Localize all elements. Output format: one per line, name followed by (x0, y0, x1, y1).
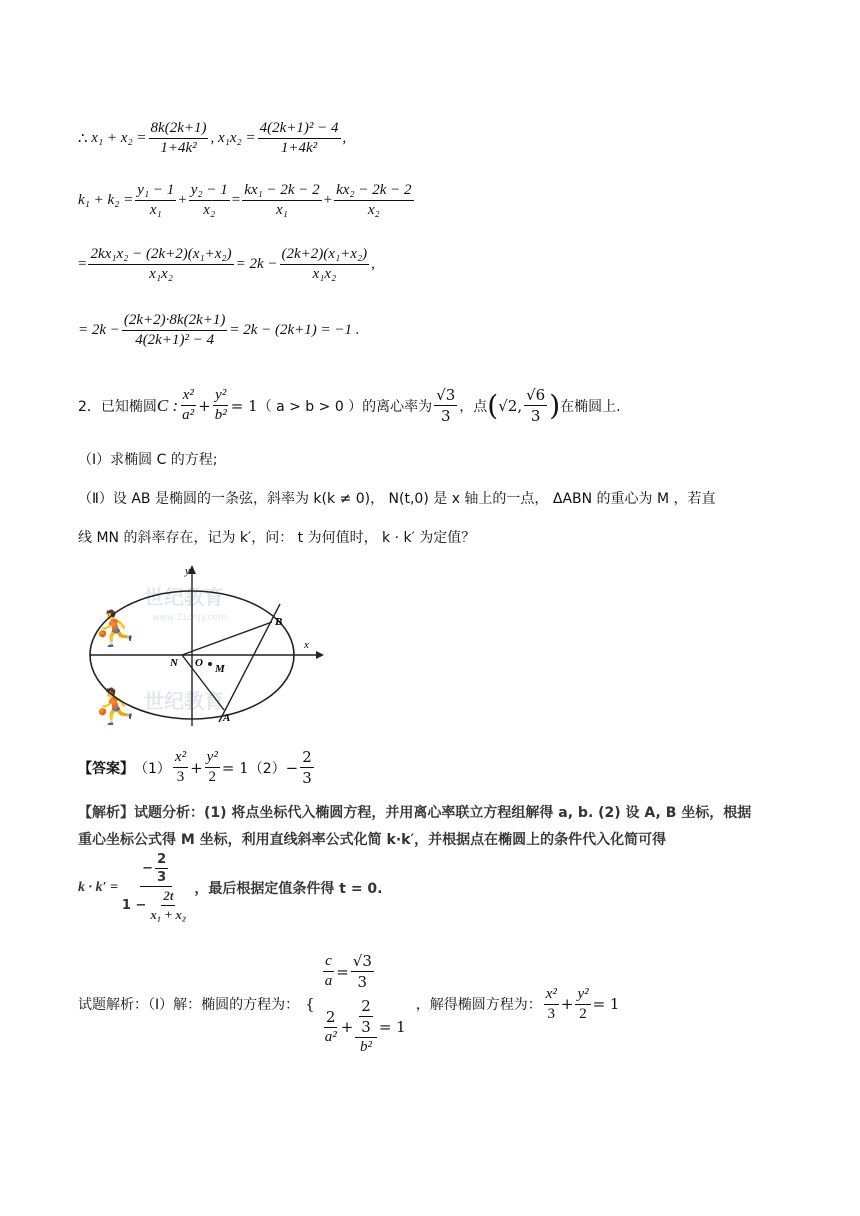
analysis-text-1: 试题分析：(1) 将点坐标代入椭圆方程，并用离心率联立方程组解得 a, b. (2) 设 A, B 坐标，根据 (134, 805, 752, 821)
two-thirds-over-b2 (355, 997, 377, 1056)
numerator: kx₂ − 2k − 2 (334, 182, 413, 201)
numerator: 2 (325, 1007, 336, 1026)
ellipse-figure (82, 560, 330, 730)
c-over-a (323, 953, 335, 990)
numerator (355, 997, 377, 1038)
denominator: x₁ + x₂ (150, 907, 187, 922)
answer-x-term (173, 749, 188, 786)
equation-system (321, 952, 406, 1056)
slope-sum-lhs: k₁ + k₂ = (78, 192, 134, 208)
numerator: x² (544, 986, 559, 1005)
fraction-y2 (189, 182, 230, 219)
answer-y-term (205, 749, 220, 786)
kk-lhs: k · k′ = (78, 879, 118, 895)
part-one: （Ⅰ）求椭圆 C 的方程; (78, 452, 218, 468)
condition-text: （ a > b > 0 ）的离心率为 (257, 398, 433, 415)
numerator: 2 (302, 748, 312, 766)
result-x-term (544, 986, 559, 1023)
result-equals: = 1 (592, 995, 620, 1013)
point-y (524, 386, 547, 425)
analysis-line-2: 重心坐标公式得 M 坐标，利用直线斜率公式化简 k·k′，并根据点在椭圆上的条件代入化简可得 (78, 832, 667, 848)
numerator: √3 (352, 952, 372, 970)
numerator: √3 (436, 386, 456, 404)
system-brace: { (305, 995, 315, 1013)
answer-fraction (300, 748, 314, 787)
denominator: a² (182, 407, 195, 423)
label-M: M (215, 663, 225, 675)
label-N: N (170, 657, 178, 669)
answer-tag: 【答案】 (78, 760, 134, 777)
label-y: y (185, 565, 190, 577)
answer-part2-label: （2） (248, 760, 286, 777)
two-over-a2 (323, 1008, 339, 1046)
denominator: x₂ (367, 202, 380, 218)
denominator: 2 (579, 1005, 587, 1022)
therefore-symbol: ∴ (78, 131, 88, 147)
watermark-logo: ⛹ (94, 609, 137, 649)
plus: + (340, 1017, 354, 1036)
x-axis-arrow (316, 651, 324, 659)
watermark-logo-2: ⛹ (94, 687, 137, 727)
analysis-line-1 (78, 802, 751, 822)
equation-line-3: = $\frac{\text{2kx₁x₂ − (2k+2)(x₁+x₂)}}{\text{x₁x₂}}$ = 2k − $\frac{\text{(2k+2)(x₁+x₂)}}{\text{x₁x₂}}$ , (78, 246, 375, 282)
result-y-term (575, 986, 590, 1023)
watermark-url-1: www.21cnjy.com (152, 613, 227, 623)
denominator: a² (324, 1028, 337, 1045)
numerator: x² (173, 749, 188, 768)
sum-lhs: x₁ + x₂ = (91, 130, 147, 146)
product-denominator: 1+4k² (280, 140, 318, 156)
point-x: √2, (498, 396, 523, 415)
y-term (213, 387, 229, 424)
numerator: y₂ − 1 (189, 182, 230, 201)
watermark-text-2: 世纪教育 (144, 689, 224, 713)
denominator: x₂ (203, 202, 216, 218)
numerator: 2kx₁x₂ − (2k+2)(x₁+x₂) (88, 246, 233, 265)
equals-one: = 1 (378, 1017, 406, 1036)
product-fraction (258, 120, 341, 157)
line-end-comma: , (371, 256, 375, 272)
denominator: x₁ (149, 202, 162, 218)
part-two-line-1: （Ⅱ）设 AB 是椭圆的一条弦，斜率为 k(k ≠ 0)， N(t,0) 是 x 轴上的一点， ΔABN 的重心为 M ，若直 (78, 491, 716, 507)
middle-term: = 2k − (235, 256, 278, 272)
numerator: 2t (161, 888, 175, 906)
equation-line-4 (78, 312, 360, 349)
part-two-line-2: 线 MN 的斜率存在，记为 k′，问： t 为何值时， k · k′ 为定值？ (78, 530, 476, 546)
minus: − (142, 861, 154, 876)
denominator: 3 (361, 1018, 371, 1036)
sum-fraction (149, 120, 209, 157)
problem-statement: 2． 已知椭圆 C : $\frac{\text{x²}}{\text{a²}}$ + $\frac{\text{y²}}{\text{b²}}$ = 1 （ a > b > 0 ）的离心率为 $\frac{√3}{3}$ ，点 ( √2, $\frac{√6}{3}$ ) 在椭圆上. (78, 386, 621, 425)
problem-text-a: 已知椭圆 (100, 398, 157, 415)
kk-denominator (120, 887, 192, 923)
denominator: 3 (547, 1005, 556, 1022)
fraction-kx2 (334, 182, 413, 219)
product-numerator: 4(2k+1)² − 4 (258, 120, 341, 139)
numerator: 2 (157, 852, 167, 867)
analysis-tag: 【解析】 (78, 805, 134, 821)
label-B: B (275, 616, 283, 628)
fraction-y1 (135, 182, 176, 219)
label-O: O (195, 657, 203, 669)
denominator: b² (214, 407, 227, 423)
one-minus: 1 − (121, 898, 147, 913)
final-result: = 2k − (2k+1) = −1 . (229, 322, 360, 338)
problem-text-c: 在椭圆上. (560, 398, 621, 415)
kk-numerator (140, 852, 172, 887)
two-thirds (155, 852, 168, 885)
answer-equals: = 1 (221, 758, 249, 777)
numerator: (2k+2)(x₁+x₂) (280, 246, 370, 265)
product-lhs: , x₁x₂ = (210, 130, 256, 146)
equals-one: = 1 (230, 396, 258, 415)
numerator: y² (205, 749, 220, 768)
denominator: 2 (208, 769, 216, 785)
two-t-fraction (148, 888, 188, 923)
denominator: 3 (440, 407, 451, 425)
two-thirds (359, 997, 373, 1036)
reduced-fraction (280, 246, 370, 283)
label-x: x (304, 639, 309, 651)
sum-numerator: 8k(2k+1) (149, 120, 209, 139)
system-eq-1 (321, 952, 406, 991)
denominator: 3 (530, 407, 541, 425)
label-A: A (223, 712, 231, 724)
kk-fraction (120, 852, 192, 923)
lhs: = 2k − (78, 322, 120, 338)
numerator: √6 (526, 386, 546, 404)
denominator: 3 (302, 769, 312, 787)
analysis-formula (78, 852, 382, 923)
answer-minus: − (285, 758, 299, 777)
denominator: 3 (176, 769, 185, 785)
ellipse-name: C : (156, 395, 179, 415)
numerator: y² (213, 387, 228, 406)
fraction-kx1 (242, 182, 321, 219)
system-eq-2 (321, 997, 406, 1056)
sqrt3-over-3 (351, 952, 374, 991)
denominator: x₁x₂ (149, 266, 173, 282)
solution-intro: 试题解析：（Ⅰ）解：椭圆的方程为： (78, 997, 300, 1013)
x-term (180, 387, 196, 424)
numerator: 2 (361, 997, 371, 1015)
solution-line: 试题解析：（Ⅰ）解：椭圆的方程为： { $\frac{c}{a}$ = $\frac{√3}{3}$ $\frac{2}{\text{a²}}$ + $\frac{\frac{2}{3}}{\text{b²}}$ = 1 ，解得椭圆方程为： $\frac{\text{x²}}{3}$ + $\frac{\text{y²}}{2}$ = 1 (78, 952, 620, 1055)
equation-line-2: k₁ + k₂ = $\frac{\text{y₁ − 1}}{\text{x₁}}$ + $\frac{\text{y₂ − 1}}{\text{x₂}}$ = $\frac{\text{kx₁ − 2k − 2}}{\text{x₁}}$ + $\frac{\text{kx₂ − 2k − 2}}{\text{x₂}}$ (78, 182, 412, 218)
denominator: 4(2k+1)² − 4 (135, 332, 215, 348)
numerator: (2k+2)·8k(2k+1) (122, 312, 227, 331)
sum-denominator: 1+4k² (160, 140, 197, 156)
line-end-comma: , (342, 130, 347, 146)
segment-NB (182, 622, 272, 655)
denominator: 3 (357, 973, 368, 991)
numerator: c (323, 953, 334, 972)
final-fraction (122, 312, 227, 349)
denominator: a (324, 973, 333, 989)
numerator: kx₁ − 2k − 2 (242, 182, 321, 201)
equals: = (336, 962, 349, 981)
centroid-point (208, 662, 212, 666)
result-text: ，解得椭圆方程为： (415, 997, 542, 1013)
denominator: x₁x₂ (312, 266, 337, 282)
chord-AB (219, 604, 283, 722)
denominator: x₁ (275, 202, 288, 218)
answer-part1-label: （1） (134, 760, 171, 777)
analysis-tail: ，最后根据定值条件得 t = 0. (194, 880, 383, 897)
numerator: x² (181, 387, 196, 406)
equation-line-1 (78, 120, 346, 157)
problem-text-b: ，点 (459, 398, 488, 415)
numerator: y₁ − 1 (135, 182, 176, 201)
watermark-text-1: 世纪教育 (144, 585, 224, 609)
numerator: y² (575, 986, 590, 1005)
combined-fraction (88, 246, 233, 283)
problem-number: 2． (78, 398, 101, 415)
denominator: b² (360, 1039, 373, 1055)
denominator: 3 (157, 870, 167, 885)
answer-line: 【答案】 （1） $\frac{\text{x²}}{3}$ + $\frac{\text{y²}}{2}$ = 1 （2） − $\frac{2}{3}$ (78, 748, 312, 787)
eccentricity (434, 386, 457, 425)
